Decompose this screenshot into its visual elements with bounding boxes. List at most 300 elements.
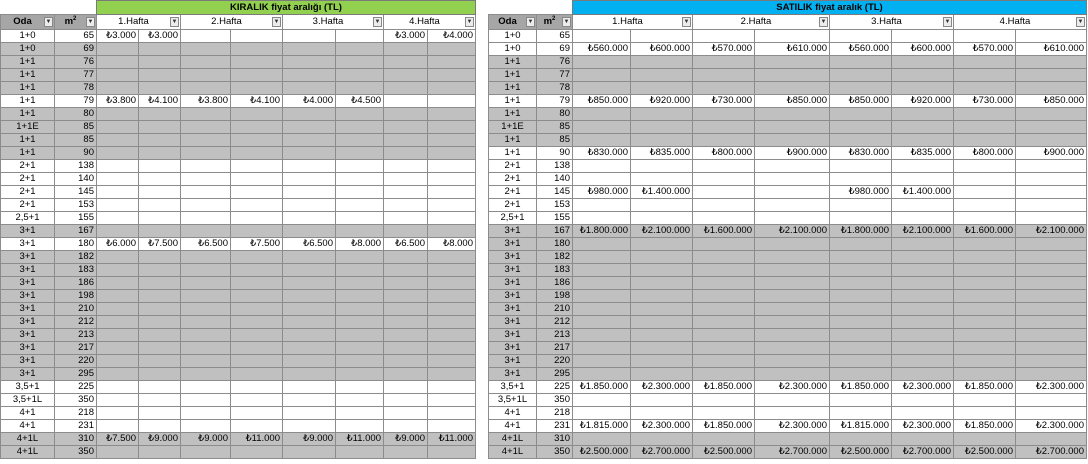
price-cell[interactable] (97, 134, 139, 147)
price-cell[interactable] (631, 329, 693, 342)
price-cell[interactable] (283, 147, 336, 160)
price-cell[interactable] (573, 82, 631, 95)
price-cell[interactable] (336, 329, 384, 342)
price-cell[interactable] (384, 160, 428, 173)
right-week-header-2[interactable] (693, 15, 830, 30)
m2-cell[interactable]: 350 (537, 446, 573, 459)
price-cell[interactable] (97, 82, 139, 95)
price-cell[interactable] (283, 43, 336, 56)
oda-cell[interactable]: 2,5+1 (1, 212, 55, 225)
price-cell[interactable]: ₺2.700.000 (892, 446, 954, 459)
price-cell[interactable] (181, 277, 231, 290)
oda-cell[interactable]: 1+1 (1, 108, 55, 121)
price-cell[interactable] (631, 238, 693, 251)
m2-cell[interactable]: 220 (537, 355, 573, 368)
filter-dropdown-icon[interactable]: ▼ (171, 19, 178, 25)
price-cell[interactable]: ₺4.000 (428, 30, 476, 43)
price-cell[interactable] (181, 82, 231, 95)
price-cell[interactable] (336, 56, 384, 69)
price-cell[interactable] (693, 394, 755, 407)
price-cell[interactable] (139, 43, 181, 56)
price-cell[interactable] (693, 355, 755, 368)
filter-dropdown-icon[interactable]: ▼ (944, 19, 951, 25)
m2-cell[interactable]: 210 (537, 303, 573, 316)
price-cell[interactable] (830, 238, 892, 251)
oda-cell[interactable]: 1+1 (1, 95, 55, 108)
price-cell[interactable] (283, 225, 336, 238)
price-cell[interactable] (573, 30, 631, 43)
price-cell[interactable] (97, 394, 139, 407)
price-cell[interactable] (830, 173, 892, 186)
price-cell[interactable] (954, 56, 1016, 69)
price-cell[interactable] (1016, 173, 1087, 186)
price-cell[interactable] (892, 108, 954, 121)
price-cell[interactable] (892, 121, 954, 134)
price-cell[interactable]: ₺3.800 (181, 95, 231, 108)
price-cell[interactable] (573, 121, 631, 134)
price-cell[interactable] (384, 43, 428, 56)
price-cell[interactable] (181, 160, 231, 173)
price-cell[interactable] (336, 82, 384, 95)
price-cell[interactable] (892, 316, 954, 329)
m2-cell[interactable]: 180 (537, 238, 573, 251)
price-cell[interactable]: ₺2.300.000 (631, 420, 693, 433)
oda-cell[interactable]: 2+1 (1, 160, 55, 173)
price-cell[interactable]: ₺7.500 (231, 238, 283, 251)
price-cell[interactable] (693, 30, 755, 43)
price-cell[interactable] (384, 121, 428, 134)
price-cell[interactable] (573, 56, 631, 69)
m2-cell[interactable]: 198 (55, 290, 97, 303)
price-cell[interactable] (139, 108, 181, 121)
price-cell[interactable] (573, 342, 631, 355)
price-cell[interactable]: ₺600.000 (631, 43, 693, 56)
m2-cell[interactable]: 85 (55, 134, 97, 147)
price-cell[interactable] (573, 134, 631, 147)
price-cell[interactable] (573, 251, 631, 264)
price-cell[interactable] (336, 381, 384, 394)
price-cell[interactable] (631, 134, 693, 147)
price-cell[interactable] (573, 264, 631, 277)
price-cell[interactable] (830, 264, 892, 277)
price-cell[interactable]: ₺980.000 (573, 186, 631, 199)
price-cell[interactable] (755, 186, 830, 199)
oda-cell[interactable]: 2+1 (489, 160, 537, 173)
price-cell[interactable] (830, 121, 892, 134)
price-cell[interactable] (755, 433, 830, 446)
price-cell[interactable] (336, 173, 384, 186)
price-cell[interactable]: ₺6.500 (181, 238, 231, 251)
price-cell[interactable]: ₺570.000 (954, 43, 1016, 56)
price-cell[interactable] (954, 277, 1016, 290)
price-cell[interactable] (231, 420, 283, 433)
price-cell[interactable] (384, 329, 428, 342)
price-cell[interactable] (573, 407, 631, 420)
price-cell[interactable]: ₺900.000 (1016, 147, 1087, 160)
price-cell[interactable] (892, 69, 954, 82)
oda-cell[interactable]: 3+1 (489, 329, 537, 342)
price-cell[interactable] (1016, 186, 1087, 199)
m2-cell[interactable]: 138 (537, 160, 573, 173)
price-cell[interactable] (231, 30, 283, 43)
price-cell[interactable] (892, 251, 954, 264)
price-cell[interactable]: ₺560.000 (573, 43, 631, 56)
price-cell[interactable]: ₺850.000 (755, 95, 830, 108)
price-cell[interactable] (693, 212, 755, 225)
price-cell[interactable] (428, 264, 476, 277)
price-cell[interactable]: ₺920.000 (631, 95, 693, 108)
price-cell[interactable]: ₺570.000 (693, 43, 755, 56)
price-cell[interactable] (139, 342, 181, 355)
price-cell[interactable] (693, 407, 755, 420)
price-cell[interactable] (139, 173, 181, 186)
oda-cell[interactable]: 3+1 (1, 290, 55, 303)
price-cell[interactable] (231, 134, 283, 147)
price-cell[interactable] (428, 134, 476, 147)
price-cell[interactable] (139, 407, 181, 420)
m2-cell[interactable]: 80 (55, 108, 97, 121)
price-cell[interactable] (892, 199, 954, 212)
price-cell[interactable]: ₺2.500.000 (830, 446, 892, 459)
price-cell[interactable] (97, 355, 139, 368)
price-cell[interactable] (181, 407, 231, 420)
price-cell[interactable] (755, 108, 830, 121)
price-cell[interactable] (631, 121, 693, 134)
price-cell[interactable] (384, 134, 428, 147)
price-cell[interactable]: ₺2.300.000 (755, 381, 830, 394)
price-cell[interactable] (97, 147, 139, 160)
price-cell[interactable] (631, 433, 693, 446)
price-cell[interactable]: ₺2.500.000 (954, 446, 1016, 459)
price-cell[interactable]: ₺6.500 (283, 238, 336, 251)
price-cell[interactable] (97, 342, 139, 355)
price-cell[interactable]: ₺850.000 (830, 95, 892, 108)
price-cell[interactable] (97, 160, 139, 173)
price-cell[interactable]: ₺8.000 (336, 238, 384, 251)
price-cell[interactable] (384, 290, 428, 303)
m2-cell[interactable]: 85 (537, 121, 573, 134)
oda-cell[interactable]: 1+1 (1, 147, 55, 160)
price-cell[interactable] (693, 303, 755, 316)
price-cell[interactable] (755, 56, 830, 69)
price-cell[interactable] (428, 69, 476, 82)
price-cell[interactable] (755, 82, 830, 95)
price-cell[interactable] (631, 173, 693, 186)
price-cell[interactable] (892, 433, 954, 446)
oda-cell[interactable]: 1+0 (1, 43, 55, 56)
price-cell[interactable] (1016, 342, 1087, 355)
oda-cell[interactable]: 3+1 (489, 238, 537, 251)
right-week-header-1[interactable] (573, 15, 693, 30)
price-cell[interactable] (954, 394, 1016, 407)
price-cell[interactable]: ₺1.850.000 (954, 420, 1016, 433)
price-cell[interactable]: ₺1.600.000 (954, 225, 1016, 238)
price-cell[interactable]: ₺4.500 (336, 95, 384, 108)
price-cell[interactable] (97, 108, 139, 121)
price-cell[interactable]: ₺835.000 (892, 147, 954, 160)
price-cell[interactable]: ₺7.500 (97, 433, 139, 446)
price-cell[interactable] (892, 134, 954, 147)
m2-cell[interactable]: 145 (537, 186, 573, 199)
m2-cell[interactable]: 65 (55, 30, 97, 43)
price-cell[interactable] (428, 329, 476, 342)
price-cell[interactable]: ₺1.815.000 (830, 420, 892, 433)
price-cell[interactable] (181, 173, 231, 186)
price-cell[interactable] (631, 56, 693, 69)
price-cell[interactable] (573, 212, 631, 225)
price-cell[interactable] (384, 264, 428, 277)
price-cell[interactable] (631, 303, 693, 316)
price-cell[interactable] (573, 238, 631, 251)
price-cell[interactable] (1016, 277, 1087, 290)
oda-cell[interactable]: 1+1 (489, 56, 537, 69)
oda-cell[interactable]: 1+1 (1, 56, 55, 69)
price-cell[interactable] (283, 446, 336, 459)
price-cell[interactable]: ₺800.000 (954, 147, 1016, 160)
price-cell[interactable] (283, 160, 336, 173)
price-cell[interactable] (693, 108, 755, 121)
price-cell[interactable] (336, 121, 384, 134)
filter-dropdown-icon[interactable]: ▼ (1077, 19, 1084, 25)
price-cell[interactable] (830, 108, 892, 121)
oda-cell[interactable]: 3+1 (1, 303, 55, 316)
price-cell[interactable] (428, 355, 476, 368)
price-cell[interactable] (231, 446, 283, 459)
price-cell[interactable]: ₺9.000 (181, 433, 231, 446)
price-cell[interactable] (1016, 108, 1087, 121)
oda-cell[interactable]: 1+1 (489, 108, 537, 121)
price-cell[interactable] (283, 277, 336, 290)
price-cell[interactable] (181, 212, 231, 225)
price-cell[interactable] (954, 199, 1016, 212)
price-cell[interactable]: ₺2.300.000 (892, 420, 954, 433)
price-cell[interactable] (830, 160, 892, 173)
price-cell[interactable] (139, 446, 181, 459)
price-cell[interactable] (631, 355, 693, 368)
price-cell[interactable] (283, 368, 336, 381)
filter-dropdown-icon[interactable]: ▼ (374, 19, 381, 25)
oda-cell[interactable]: 3,5+1L (1, 394, 55, 407)
price-cell[interactable] (336, 264, 384, 277)
price-cell[interactable] (428, 147, 476, 160)
m2-cell[interactable]: 350 (537, 394, 573, 407)
price-cell[interactable] (97, 329, 139, 342)
price-cell[interactable] (830, 199, 892, 212)
m2-cell[interactable]: 140 (537, 173, 573, 186)
price-cell[interactable] (631, 316, 693, 329)
price-cell[interactable] (231, 121, 283, 134)
price-cell[interactable] (693, 316, 755, 329)
price-cell[interactable] (283, 251, 336, 264)
price-cell[interactable] (830, 69, 892, 82)
price-cell[interactable] (97, 420, 139, 433)
oda-cell[interactable]: 3+1 (489, 316, 537, 329)
m2-cell[interactable]: 210 (55, 303, 97, 316)
price-cell[interactable] (892, 290, 954, 303)
m2-cell[interactable]: 310 (55, 433, 97, 446)
price-cell[interactable] (892, 212, 954, 225)
price-cell[interactable] (428, 212, 476, 225)
price-cell[interactable] (97, 173, 139, 186)
price-cell[interactable] (631, 199, 693, 212)
filter-dropdown-icon[interactable]: ▼ (820, 19, 827, 25)
price-cell[interactable]: ₺2.700.000 (755, 446, 830, 459)
price-cell[interactable] (283, 56, 336, 69)
price-cell[interactable] (336, 368, 384, 381)
oda-cell[interactable]: 1+0 (489, 43, 537, 56)
price-cell[interactable] (336, 420, 384, 433)
price-cell[interactable] (384, 186, 428, 199)
price-cell[interactable] (384, 394, 428, 407)
price-cell[interactable] (631, 108, 693, 121)
price-cell[interactable] (97, 316, 139, 329)
price-cell[interactable] (283, 264, 336, 277)
price-cell[interactable] (755, 355, 830, 368)
price-cell[interactable] (573, 160, 631, 173)
price-cell[interactable] (428, 316, 476, 329)
right-oda-header[interactable] (489, 15, 537, 30)
oda-cell[interactable]: 3+1 (489, 225, 537, 238)
price-cell[interactable] (181, 420, 231, 433)
price-cell[interactable] (892, 355, 954, 368)
oda-cell[interactable]: 3+1 (489, 251, 537, 264)
price-cell[interactable] (181, 251, 231, 264)
price-cell[interactable] (384, 147, 428, 160)
price-cell[interactable] (384, 69, 428, 82)
price-cell[interactable] (573, 290, 631, 303)
price-cell[interactable] (97, 277, 139, 290)
price-cell[interactable] (693, 160, 755, 173)
price-cell[interactable] (892, 368, 954, 381)
price-cell[interactable] (693, 251, 755, 264)
price-cell[interactable] (336, 212, 384, 225)
price-cell[interactable] (384, 108, 428, 121)
price-cell[interactable]: ₺2.300.000 (631, 381, 693, 394)
price-cell[interactable] (283, 134, 336, 147)
oda-cell[interactable]: 1+1 (1, 69, 55, 82)
price-cell[interactable] (693, 264, 755, 277)
oda-cell[interactable]: 4+1L (1, 446, 55, 459)
filter-dropdown-icon[interactable]: ▼ (273, 19, 280, 25)
price-cell[interactable] (139, 225, 181, 238)
price-cell[interactable] (428, 108, 476, 121)
price-cell[interactable]: ₺11.000 (428, 433, 476, 446)
price-cell[interactable]: ₺830.000 (830, 147, 892, 160)
price-cell[interactable] (755, 277, 830, 290)
price-cell[interactable] (181, 225, 231, 238)
price-cell[interactable]: ₺1.850.000 (573, 381, 631, 394)
oda-cell[interactable]: 1+0 (1, 30, 55, 43)
price-cell[interactable]: ₺835.000 (631, 147, 693, 160)
m2-cell[interactable]: 217 (537, 342, 573, 355)
left-week-header-2[interactable] (181, 15, 283, 30)
price-cell[interactable] (954, 264, 1016, 277)
price-cell[interactable] (384, 355, 428, 368)
price-cell[interactable] (954, 30, 1016, 43)
price-cell[interactable] (283, 290, 336, 303)
m2-cell[interactable]: 350 (55, 446, 97, 459)
filter-dropdown-icon[interactable]: ▼ (527, 19, 534, 25)
price-cell[interactable] (181, 134, 231, 147)
price-cell[interactable]: ₺2.300.000 (1016, 381, 1087, 394)
price-cell[interactable] (181, 355, 231, 368)
price-cell[interactable]: ₺610.000 (1016, 43, 1087, 56)
m2-cell[interactable]: 85 (55, 121, 97, 134)
price-cell[interactable] (954, 303, 1016, 316)
price-cell[interactable]: ₺1.815.000 (573, 420, 631, 433)
price-cell[interactable] (573, 108, 631, 121)
oda-cell[interactable]: 3+1 (489, 368, 537, 381)
price-cell[interactable] (1016, 160, 1087, 173)
price-cell[interactable] (693, 82, 755, 95)
price-cell[interactable] (428, 303, 476, 316)
m2-cell[interactable]: 220 (55, 355, 97, 368)
price-cell[interactable] (755, 134, 830, 147)
oda-cell[interactable]: 3,5+1L (489, 394, 537, 407)
price-cell[interactable] (231, 407, 283, 420)
price-cell[interactable] (755, 238, 830, 251)
oda-cell[interactable]: 1+1 (489, 134, 537, 147)
price-cell[interactable]: ₺920.000 (892, 95, 954, 108)
price-cell[interactable] (139, 160, 181, 173)
price-cell[interactable] (755, 30, 830, 43)
filter-dropdown-icon[interactable]: ▼ (466, 19, 473, 25)
m2-cell[interactable]: 225 (55, 381, 97, 394)
oda-cell[interactable]: 1+1 (489, 69, 537, 82)
price-cell[interactable]: ₺800.000 (693, 147, 755, 160)
price-cell[interactable] (830, 407, 892, 420)
price-cell[interactable] (181, 264, 231, 277)
price-cell[interactable] (336, 108, 384, 121)
m2-cell[interactable]: 65 (537, 30, 573, 43)
price-cell[interactable] (139, 355, 181, 368)
price-cell[interactable] (283, 394, 336, 407)
price-cell[interactable] (428, 277, 476, 290)
price-cell[interactable] (830, 82, 892, 95)
oda-cell[interactable]: 2+1 (489, 199, 537, 212)
price-cell[interactable] (954, 173, 1016, 186)
price-cell[interactable] (830, 56, 892, 69)
price-cell[interactable] (631, 264, 693, 277)
price-cell[interactable]: ₺9.000 (139, 433, 181, 446)
price-cell[interactable] (181, 381, 231, 394)
price-cell[interactable] (283, 121, 336, 134)
oda-cell[interactable]: 4+1 (1, 407, 55, 420)
price-cell[interactable] (336, 251, 384, 264)
price-cell[interactable] (693, 277, 755, 290)
price-cell[interactable] (384, 225, 428, 238)
price-cell[interactable] (384, 199, 428, 212)
price-cell[interactable] (283, 199, 336, 212)
price-cell[interactable] (384, 173, 428, 186)
price-cell[interactable]: ₺9.000 (283, 433, 336, 446)
price-cell[interactable] (139, 420, 181, 433)
price-cell[interactable] (181, 43, 231, 56)
m2-cell[interactable]: 310 (537, 433, 573, 446)
price-cell[interactable]: ₺730.000 (954, 95, 1016, 108)
price-cell[interactable] (954, 160, 1016, 173)
price-cell[interactable] (428, 95, 476, 108)
price-cell[interactable] (1016, 134, 1087, 147)
oda-cell[interactable]: 2+1 (489, 173, 537, 186)
price-cell[interactable] (384, 303, 428, 316)
price-cell[interactable] (139, 381, 181, 394)
price-cell[interactable] (631, 212, 693, 225)
price-cell[interactable] (428, 199, 476, 212)
price-cell[interactable]: ₺2.500.000 (573, 446, 631, 459)
m2-cell[interactable]: 140 (55, 173, 97, 186)
price-cell[interactable] (336, 290, 384, 303)
